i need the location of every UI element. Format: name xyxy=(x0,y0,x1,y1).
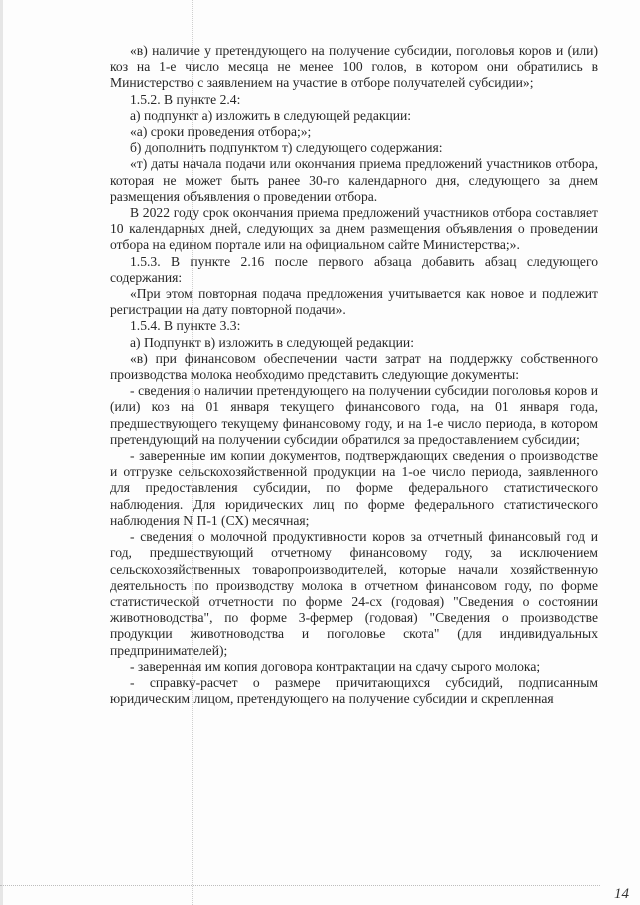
paragraph-2022: В 2022 году срок окончания приема предложений участников отбора составляет 10 календарных дней, следующих за днем размещения объявления о проведении отбора на едином портале или на официальном сайте Министерства;». xyxy=(110,205,598,253)
paragraph-quote-t: «т) даты начала подачи или окончания приема предложений участников отбора, которая не может быть ранее 30-го календарного дня, следующего за днем размещения объявления о проведении отбора. xyxy=(110,156,598,204)
bottom-dotted-rule xyxy=(0,885,600,886)
document-body xyxy=(110,43,598,707)
paragraph-subpoint-a-2: а) Подпункт в) изложить в следующей редакции: xyxy=(130,334,414,350)
paragraph-subpoint-a: а) подпункт а) изложить в следующей редакции: xyxy=(130,107,412,123)
paragraph-1-5-2: 1.5.2. В пункте 2.4: xyxy=(130,91,241,107)
paragraph-quote-a: «а) сроки проведения отбора;»; xyxy=(130,124,312,140)
page-number: 14 xyxy=(614,886,629,902)
paragraph-subpoint-b: б) дополнить подпунктом т) следующего содержания: xyxy=(130,140,443,156)
paragraph-quote-v: «в) при финансовом обеспечении части затрат на поддержку собственного производства молока необходимо представить следующие документы: xyxy=(110,350,598,383)
list-item-calculation: - справку-расчет о размере причитающихся субсидий, подписанным юридическим лицом, претендующего на получение субсидии и скрепленная xyxy=(110,674,598,707)
paragraph-subpoint-v: «в) наличие у претендующего на получение субсидии, поголовья коров и (или) коз на 1-е число месяца не менее 100 голов, в котором они обратились в Министерство с заявлением на участие в отборе получателей субсидии»; xyxy=(110,43,598,91)
list-item-livestock: - сведения о наличии претендующего на получении субсидии поголовья коров и (или) коз на 01 января текущего финансового года, на 01 января года, предшествующего текущему финансовому году, и на 1-е число периода, в котором претендующий на получении субсидии обратился за предоставлением субсидии; xyxy=(110,383,598,447)
list-item-copies: - заверенные им копии документов, подтверждающих сведения о производстве и отгрузке сельскохозяйственной продукции на 1-ое число периода, заявленного для предоставления субсидии, по форме федерального статистического наблюдения. Для юридических лиц по форме федерального статистического наблюдения N П-1 (СХ) месячная; xyxy=(110,448,598,528)
list-item-contract: - заверенная им копия договора контрактации на сдачу сырого молока; xyxy=(130,658,541,674)
paragraph-1-5-3: 1.5.3. В пункте 2.16 после первого абзаца добавить абзац следующего содержания: xyxy=(110,253,598,285)
paragraph-1-5-4: 1.5.4. В пункте 3.3: xyxy=(130,318,241,334)
list-item-productivity: - сведения о молочной продуктивности коров за отчетный финансовый год и год, предшествующий отчетному финансовому году, за исключением сельскохозяйственных товаропроизводителей, которые начали хозяйственную деятельность по производству молока в отчетном финансовом году, по форме статистической отчетности по форме 24-сх (годовая) "Сведения о состоянии животноводства", по форме 3-фермер (годовая) "Сведения о производстве продукции животноводства и поголовье скота" (для индивидуальных предпринимателей); xyxy=(110,529,598,658)
paragraph-quote-repeat: «При этом повторная подача предложения учитывается как новое и подлежит регистрации на дату повторной подачи». xyxy=(110,286,598,318)
scan-edge xyxy=(0,0,3,905)
